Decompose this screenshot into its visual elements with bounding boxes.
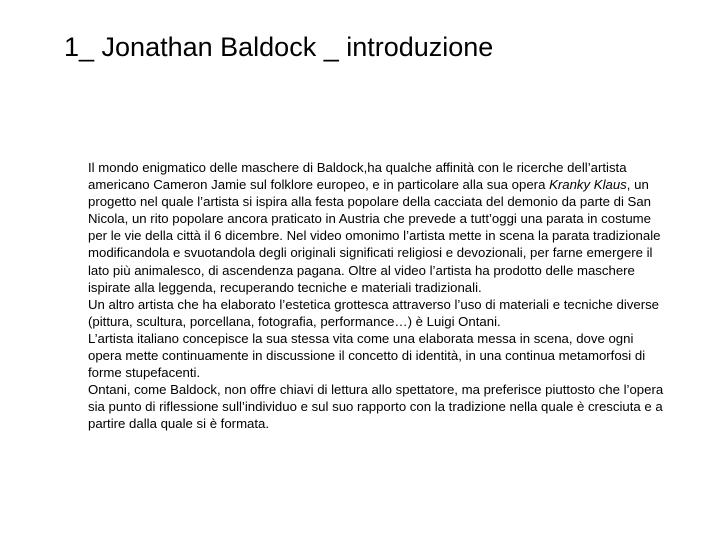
paragraph-luigi-ontani-intro: Un altro artista che ha elaborato l’estetica grottesca attraverso l’uso di materiali e tecniche diverse (pittura, scultura, porcellana, fotografia, performance…) è Luigi Ontani.: [88, 296, 660, 329]
slide-title: 1_ Jonathan Baldock _ introduzione: [64, 32, 494, 62]
paragraph-1-text-start: Il mondo enigmatico delle maschere di Baldock,ha qualche affinità con le ricerche dell’artista americano Cameron Jamie sul folklore europeo, e in particolare alla sua opera: [88, 160, 627, 193]
slide-body-text: [88, 159, 670, 433]
artwork-title-kranky-klaus: Kranky Klaus: [549, 177, 627, 193]
paragraph-ontani-baldock-comparison: Ontani, come Baldock, non offre chiavi di lettura allo spettatore, ma preferisce piuttosto che l’opera sia punto di riflessione sull’individuo e sul suo rapporto con la tradizione nella quale è cresciuta e a partire dalla quale si è formata.: [88, 382, 664, 432]
paragraph-cameron-jamie: [88, 159, 670, 296]
paragraph-1-text-end: , un progetto nel quale l’artista si ispira alla festa popolare della cacciata del demonio da parte di San Nicola, un rito popolare ancora praticato in Austria che prevede a tutt’oggi una parata in costume per le vie della città il 6 dicembre. Nel video omonimo l’artista mette in scena la parata tradizionale modificandola e svuotandola degli originali significati religiosi e devozionali, per farne emergere il lato più animalesco, di ascendenza pagana. Oltre al video l’artista ha prodotto delle maschere ispirate alla leggenda, recuperando tecniche e materiali tradizionali.: [88, 177, 661, 295]
paragraph-ontani-life-staging: L’artista italiano concepisce la sua stessa vita come una elaborata messa in scena, dove ogni opera mette continuamente in discussione il concetto di identità, in una continua metamorfosi di forme stupefacenti.: [88, 330, 646, 381]
